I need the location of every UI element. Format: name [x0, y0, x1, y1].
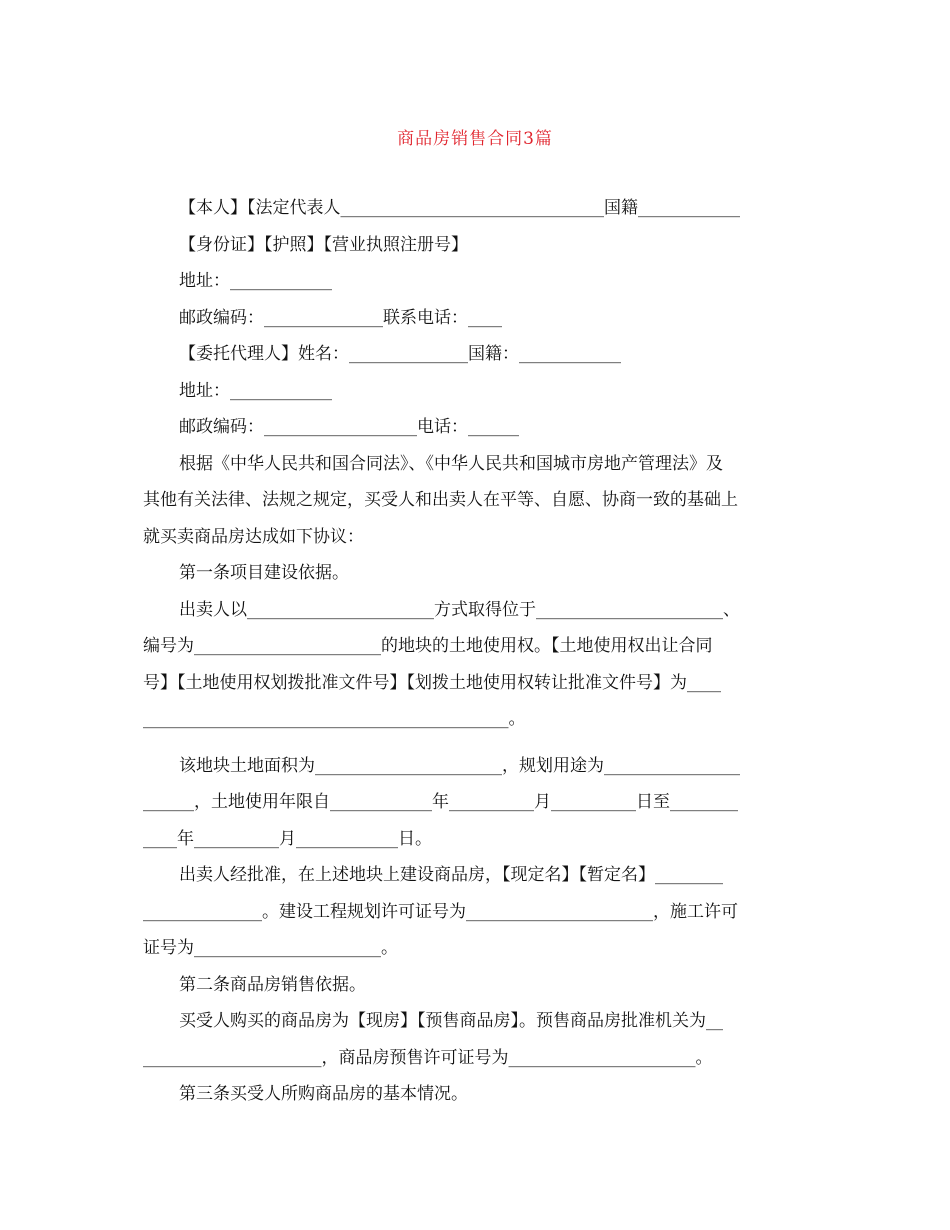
preamble-line-1: 根据《中华人民共和国合同法》、《中华人民共和国城市房地产管理法》及: [179, 453, 723, 474]
paragraph-gap: [143, 743, 795, 753]
land-area-line-2: ______，土地使用年限自____________年__________月__________日至________: [143, 792, 738, 812]
article-2-line-2: _____________________，商品房预售许可证号为______________________。: [143, 1047, 713, 1068]
agent-address-line: 地址：____________: [179, 380, 332, 401]
article-1-line-1: 出卖人以______________________方式取得位于______________________、: [179, 599, 740, 620]
preamble-line-2: 其他有关法律、法规之规定，买受人和出卖人在平等、自愿、协商一致的基础上: [143, 490, 738, 510]
postcode-phone-line: 邮政编码：______________联系电话：____: [179, 307, 502, 328]
address-line: 地址：____________: [179, 271, 332, 291]
document-body: [143, 195, 795, 1118]
article-2-heading: 第二条商品房销售依据。: [179, 974, 366, 995]
land-area-line-3: ____年__________月____________日。: [143, 828, 432, 849]
approval-line-3: 证号为______________________。: [143, 938, 398, 958]
approval-line-2: ______________。建设工程规划许可证号为______________________，施工许可: [143, 901, 738, 922]
article-1-line-2: 编号为______________________的地块的土地使用权。【土地使用权出让合同: [143, 636, 713, 656]
article-2-line-1: 买受人购买的商品房为【现房】【预售商品房】。预售商品房批准机关为__: [179, 1011, 723, 1031]
land-area-line-1: 该地块土地面积为______________________，规划用途为________________: [179, 755, 740, 776]
article-3-heading: 第三条买受人所购商品房的基本情况。: [179, 1084, 468, 1104]
agent-line: 【委托代理人】姓名：______________国籍：____________: [179, 344, 621, 364]
id-type-line: 【身份证】【护照】【营业执照注册号】: [179, 234, 468, 255]
article-1-line-4: ___________________________________________。: [143, 709, 526, 729]
preamble-line-3: 就买卖商品房达成如下协议：: [143, 526, 364, 547]
party-line: 【本人】【法定代表人_______________________________国籍____________: [179, 198, 740, 218]
article-1-line-3: 号】【土地使用权划拨批准文件号】【划拨土地使用权转让批准文件号】为____: [143, 672, 721, 693]
document-title: 商品房销售合同3篇: [397, 129, 553, 149]
approval-line-1: 出卖人经批准，在上述地块上建设商品房，【现定名】【暂定名】________: [179, 865, 723, 885]
article-1-heading: 第一条项目建设依据。: [179, 563, 349, 583]
agent-postcode-phone-line: 邮政编码：__________________电话：______: [179, 417, 519, 437]
